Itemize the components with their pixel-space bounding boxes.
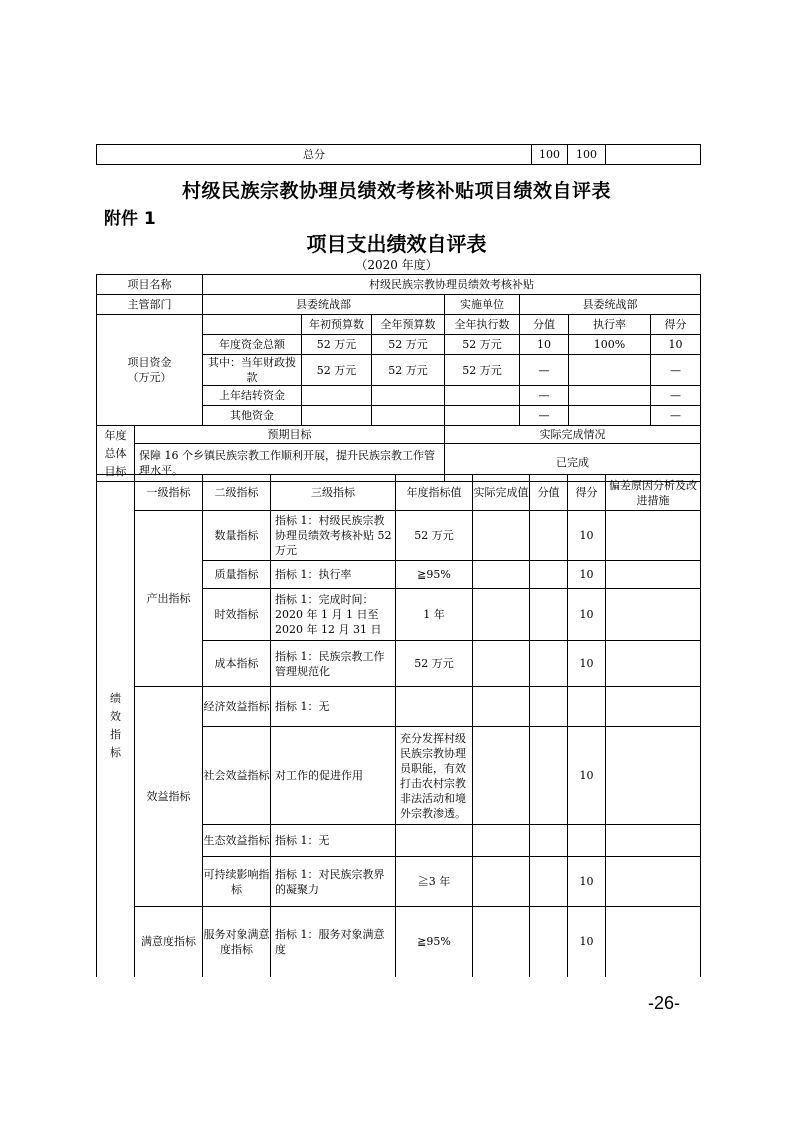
indicator-score: 10 — [568, 511, 606, 561]
indicator-header: 实际完成值 — [473, 475, 530, 511]
funds-header: 执行率 — [569, 315, 651, 335]
indicator-l2: 成本指标 — [203, 641, 271, 687]
indicator-note — [606, 727, 701, 825]
indicator-target: 1 年 — [396, 589, 473, 641]
funds-cell — [372, 406, 445, 426]
indicators-section-label — [97, 475, 135, 977]
annual-goal-label-text: 年度总体目标 — [104, 428, 127, 478]
funds-header: 分值 — [520, 315, 569, 335]
funds-cell: 52 万元 — [445, 355, 520, 386]
funds-label-line2: （万元） — [127, 371, 172, 384]
expected-goal-text: 保障 16 个乡镇民族宗教工作顺利开展，提升民族宗教工作管理水平。 — [135, 444, 445, 482]
indicator-score — [568, 825, 606, 857]
funds-cell: — — [651, 406, 701, 426]
indicator-actual — [473, 727, 530, 825]
actual-completion-header: 实际完成情况 — [445, 426, 701, 444]
dept-label: 主管部门 — [97, 295, 203, 315]
funds-cell — [302, 386, 372, 406]
funds-row-label: 上年结转资金 — [203, 386, 302, 406]
unit-value: 县委统战部 — [520, 295, 701, 315]
indicator-target — [396, 687, 473, 727]
total-score-label: 总分 — [97, 145, 532, 165]
total-score-table — [96, 144, 701, 165]
funds-row-label: 其他资金 — [203, 406, 302, 426]
annex-label: 附件 1 — [104, 209, 156, 229]
benefit-indicators-label: 效益指标 — [135, 687, 203, 907]
funds-cell: — — [520, 406, 569, 426]
indicator-weight — [530, 511, 568, 561]
indicator-l3: 指标 1：服务对象满意度 — [271, 907, 396, 977]
form-title: 项目支出绩效自评表 — [306, 232, 487, 256]
unit-label: 实施单位 — [445, 295, 520, 315]
indicator-score — [568, 687, 606, 727]
indicator-note — [606, 641, 701, 687]
indicator-weight — [530, 857, 568, 907]
funds-cell: 52 万元 — [372, 335, 445, 355]
funds-cell — [569, 406, 651, 426]
indicator-l3: 指标 1：无 — [271, 687, 396, 727]
indicator-l2: 数量指标 — [203, 511, 271, 561]
indicator-note — [606, 511, 701, 561]
indicator-l2: 经济效益指标 — [203, 687, 271, 727]
satisfaction-indicators-label: 满意度指标 — [135, 907, 203, 977]
indicator-header: 分值 — [530, 475, 568, 511]
indicator-actual — [473, 907, 530, 977]
indicator-weight — [530, 825, 568, 857]
indicator-weight — [530, 641, 568, 687]
funds-cell: — — [520, 386, 569, 406]
actual-completion-text: 已完成 — [445, 444, 701, 482]
funds-header: 年初预算数 — [302, 315, 372, 335]
indicator-score: 10 — [568, 589, 606, 641]
indicator-l2: 质量指标 — [203, 561, 271, 589]
indicator-header: 年度指标值 — [396, 475, 473, 511]
funds-cell — [372, 386, 445, 406]
indicator-l2: 可持续影响指标 — [203, 857, 271, 907]
indicators-section-label-text: 绩效指标 — [110, 691, 121, 759]
funds-cell: 10 — [651, 335, 701, 355]
indicator-weight — [530, 589, 568, 641]
funds-cell — [569, 386, 651, 406]
funds-cell — [445, 386, 520, 406]
total-score-col2: 100 — [568, 145, 606, 165]
funds-row-label: 年度资金总额 — [203, 335, 302, 355]
funds-cell: 100% — [569, 335, 651, 355]
indicator-note — [606, 907, 701, 977]
indicator-header: 得分 — [568, 475, 606, 511]
project-name-value: 村级民族宗教协理员绩效考核补贴 — [203, 275, 701, 295]
indicator-l2: 社会效益指标 — [203, 727, 271, 825]
indicator-l3: 指标 1：民族宗教工作管理规范化 — [271, 641, 396, 687]
indicator-header: 一级指标 — [135, 475, 203, 511]
expected-goal-header: 预期目标 — [135, 426, 445, 444]
indicator-note — [606, 857, 701, 907]
indicator-note — [606, 687, 701, 727]
indicator-target: 充分发挥村级民族宗教协理员职能，有效打击农村宗教非法活动和境外宗教渗透。 — [396, 727, 473, 825]
indicator-score: 10 — [568, 857, 606, 907]
indicator-note — [606, 561, 701, 589]
funds-cell: 52 万元 — [302, 355, 372, 386]
funds-label-line1: 项目资金 — [127, 356, 172, 369]
indicator-actual — [473, 687, 530, 727]
funds-cell — [569, 355, 651, 386]
funds-cell — [302, 406, 372, 426]
indicator-l3: 指标 1：执行率 — [271, 561, 396, 589]
funds-cell: 52 万元 — [445, 335, 520, 355]
indicator-l3: 指标 1：完成时间：2020 年 1 月 1 日至 2020 年 12 月 31 日 — [271, 589, 396, 641]
indicator-target: 52 万元 — [396, 641, 473, 687]
indicator-l3: 指标 1：对民族宗教界的凝聚力 — [271, 857, 396, 907]
funds-header: 全年预算数 — [372, 315, 445, 335]
funds-cell: 52 万元 — [302, 335, 372, 355]
indicator-weight — [530, 907, 568, 977]
dept-value: 县委统战部 — [203, 295, 445, 315]
document-title: 村级民族宗教协理员绩效考核补贴项目绩效自评表 — [181, 180, 611, 202]
indicator-actual — [473, 561, 530, 589]
indicator-l2: 服务对象满意度指标 — [203, 907, 271, 977]
indicator-actual — [473, 641, 530, 687]
indicator-score: 10 — [568, 727, 606, 825]
output-indicators-label: 产出指标 — [135, 511, 203, 687]
indicator-target — [396, 825, 473, 857]
total-score-col3 — [606, 145, 701, 165]
indicator-l2: 生态效益指标 — [203, 825, 271, 857]
total-score-col1: 100 — [532, 145, 568, 165]
indicator-actual — [473, 511, 530, 561]
indicator-note — [606, 825, 701, 857]
funds-label — [97, 315, 203, 426]
funds-cell: 52 万元 — [372, 355, 445, 386]
indicator-target: ≧3 年 — [396, 857, 473, 907]
indicator-note — [606, 589, 701, 641]
indicator-actual — [473, 825, 530, 857]
funds-cell: — — [520, 355, 569, 386]
funds-cell: — — [651, 355, 701, 386]
indicators-table — [96, 474, 701, 977]
funds-cell — [445, 406, 520, 426]
indicator-l3: 指标 1：村级民族宗教协理员绩效考核补贴 52 万元 — [271, 511, 396, 561]
indicator-score: 10 — [568, 907, 606, 977]
funds-header-blank — [203, 315, 302, 335]
indicator-header: 三级指标 — [271, 475, 396, 511]
indicator-target: 52 万元 — [396, 511, 473, 561]
indicator-score: 10 — [568, 641, 606, 687]
indicator-l3: 对工作的促进作用 — [271, 727, 396, 825]
funds-cell: 10 — [520, 335, 569, 355]
indicator-target: ≧95% — [396, 907, 473, 977]
form-year: （2020 年度） — [355, 258, 438, 272]
indicator-target: ≧95% — [396, 561, 473, 589]
funds-row-label: 其中：当年财政拨款 — [203, 355, 302, 386]
indicator-weight — [530, 687, 568, 727]
indicator-l3: 指标 1：无 — [271, 825, 396, 857]
funds-header: 全年执行数 — [445, 315, 520, 335]
indicator-actual — [473, 589, 530, 641]
page-number: -26- — [648, 993, 681, 1013]
indicator-score: 10 — [568, 561, 606, 589]
indicator-header: 二级指标 — [203, 475, 271, 511]
indicator-l2: 时效指标 — [203, 589, 271, 641]
project-info-table — [96, 274, 701, 482]
project-name-label: 项目名称 — [97, 275, 203, 295]
indicator-actual — [473, 857, 530, 907]
indicator-header: 偏差原因分析及改进措施 — [606, 475, 701, 511]
funds-cell: — — [651, 386, 701, 406]
indicator-weight — [530, 727, 568, 825]
funds-header: 得分 — [651, 315, 701, 335]
indicator-weight — [530, 561, 568, 589]
